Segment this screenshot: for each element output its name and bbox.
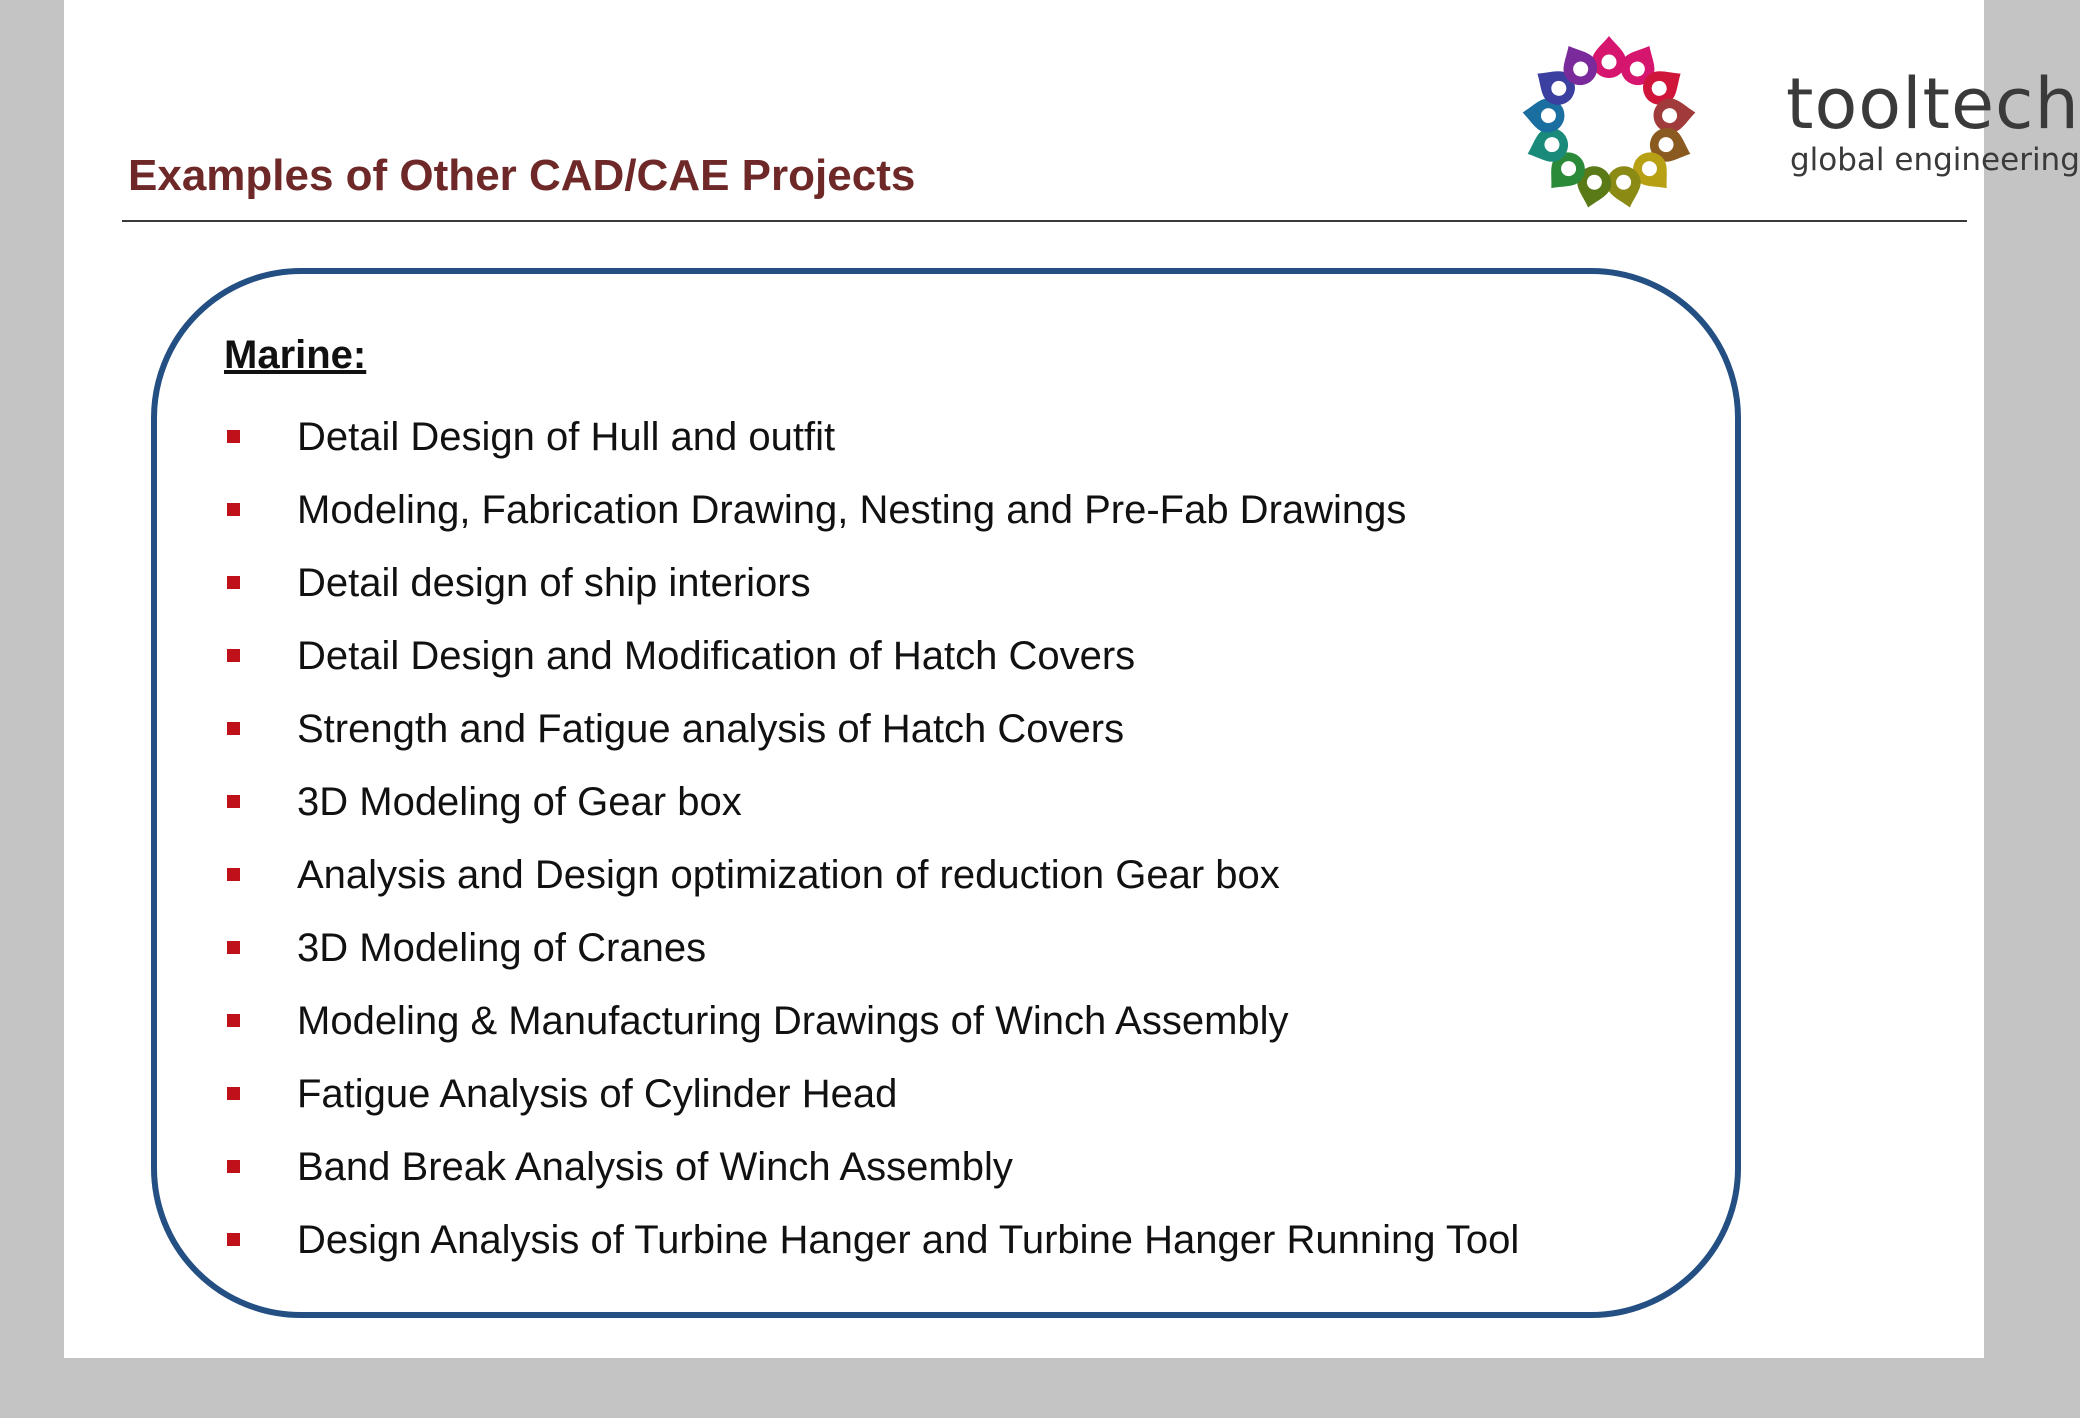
square-bullet-icon [227,722,240,735]
square-bullet-icon [227,795,240,808]
list-item [224,1130,1519,1203]
list-item-text: Modeling, Fabrication Drawing, Nesting and Pre-Fab Drawings [297,487,1407,532]
list-item-text: Modeling & Manufacturing Drawings of Winch Assembly [297,998,1289,1043]
logo-pin-icon [1592,36,1626,78]
list-item [224,1057,1519,1130]
list-item [224,1203,1519,1276]
square-bullet-icon [227,576,240,589]
page-title: Examples of Other CAD/CAE Projects [128,151,916,200]
list-item-text: Detail design of ship interiors [297,560,811,605]
square-bullet-icon [227,941,240,954]
square-bullet-icon [227,1087,240,1100]
square-bullet-icon [227,1160,240,1173]
list-item-text: 3D Modeling of Gear box [297,779,742,824]
list-item-text: Fatigue Analysis of Cylinder Head [297,1071,898,1116]
square-bullet-icon [227,649,240,662]
square-bullet-icon [227,430,240,443]
list-item [224,619,1519,692]
list-item-text: Strength and Fatigue analysis of Hatch Covers [297,706,1125,751]
section-heading: Marine: [224,333,367,377]
company-logo [1514,28,2080,218]
list-item-text: Design Analysis of Turbine Hanger and Turbine Hanger Running Tool [297,1217,1520,1262]
pin-ring-logo-icon [1514,28,1704,218]
list-item [224,911,1519,984]
slide [64,0,2080,1358]
list-item-text: Detail Design and Modification of Hatch Covers [297,633,1136,678]
list-item [224,838,1519,911]
list-item [224,984,1519,1057]
square-bullet-icon [227,1233,240,1246]
list-item [224,546,1519,619]
list-item [224,400,1519,473]
project-list [224,400,1519,1276]
list-item-text: 3D Modeling of Cranes [297,925,707,970]
list-item [224,765,1519,838]
list-item [224,692,1519,765]
list-item-text: Detail Design of Hull and outfit [297,414,836,459]
logo-wordmark: tooltech [1786,63,2080,145]
square-bullet-icon [227,1014,240,1027]
list-item-text: Band Break Analysis of Winch Assembly [297,1144,1013,1189]
square-bullet-icon [227,503,240,516]
list-item-text: Analysis and Design optimization of reduction Gear box [297,852,1280,897]
title-divider [122,220,1967,222]
logo-tagline: global engineering [1790,142,2080,178]
square-bullet-icon [227,868,240,881]
list-item [224,473,1519,546]
